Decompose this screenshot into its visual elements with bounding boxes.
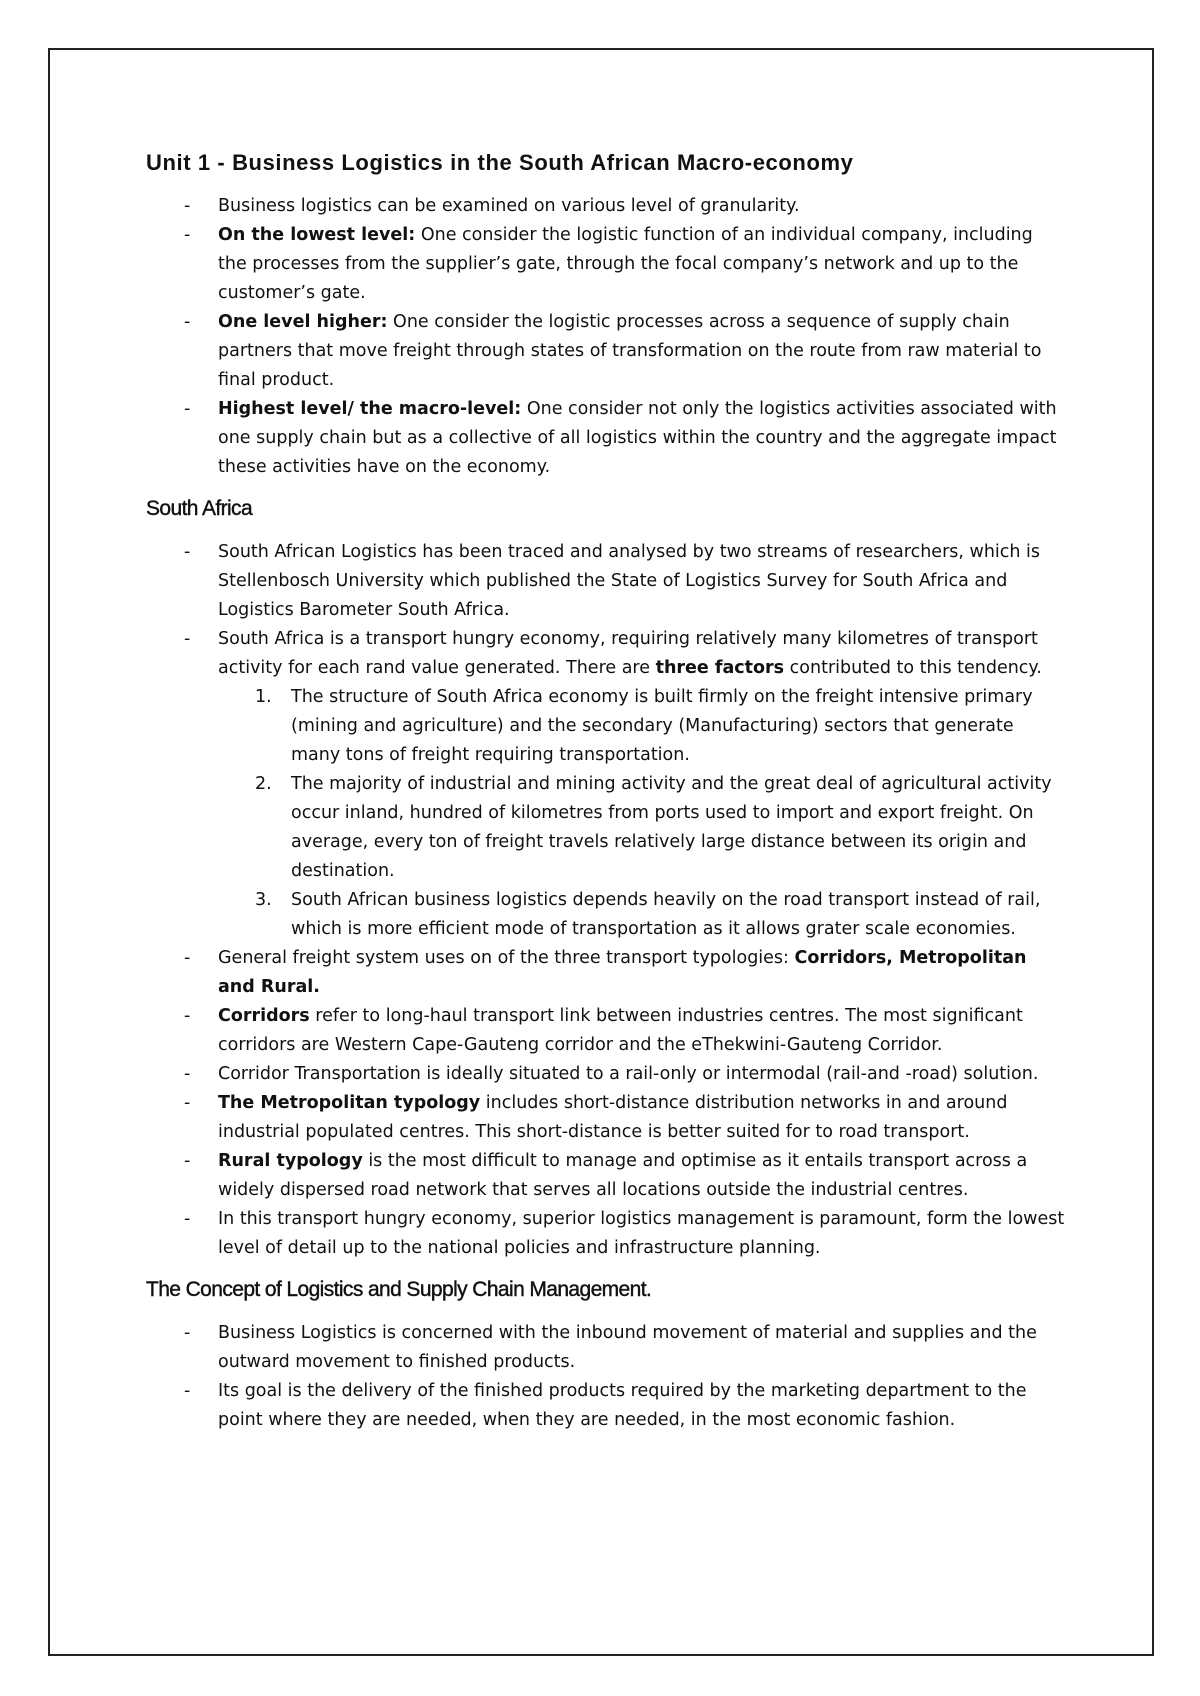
intro-list	[146, 192, 1066, 482]
list-item: - On the lowest level: One consider the logistic function of an individual company, including the processes from the supplier’s gate, through the focal company’s network and up to the customer’s gate.	[146, 221, 1066, 308]
document-body	[146, 148, 1066, 1435]
list-item: - Business Logistics is concerned with the inbound movement of material and supplies and the outward movement to finished products.	[146, 1319, 1066, 1377]
list-item: - One level higher: One consider the logistic processes across a sequence of supply chain partners that move freight through states of transformation on the route from raw material to final product.	[146, 308, 1066, 395]
list-item: - General freight system uses on of the three transport typologies: Corridors, Metropolitan and Rural.	[146, 944, 1066, 1002]
section-heading-concept: The Concept of Logistics and Supply Chain Management.	[146, 1278, 652, 1301]
list-item: - The Metropolitan typology includes short-distance distribution networks in and around industrial populated centres. This short-distance is better suited for to road transport.	[146, 1089, 1066, 1147]
list-item: - South Africa is a transport hungry economy, requiring relatively many kilometres of transport activity for each rand value generated. There are three factors contributed to this tendency. 1. The structure of South Africa economy is built firmly on the freight intensive primary (mining and agriculture) and the secondary (Manufacturing) sectors that generate many tons of freight requiring transportation. 2. The majority of industrial and mining activity and the great deal of agricultural activity occur inland, hundred of kilometres from ports used to import and export freight. On average, every ton of freight travels relatively large distance between its origin and destination. 3. South African business logistics depends heavily on the road transport instead of rail, which is more efficient mode of transportation as it allows grater scale economies.	[146, 625, 1066, 944]
list-item: - Rural typology is the most difficult to manage and optimise as it entails transport across a widely dispersed road network that serves all locations outside the industrial centres.	[146, 1147, 1066, 1205]
factors-list	[218, 683, 1066, 944]
list-item: - South African Logistics has been traced and analysed by two streams of researchers, which is Stellenbosch University which published the State of Logistics Survey for South Africa and Logistics Barometer South Africa.	[146, 538, 1066, 625]
list-item: - Corridors refer to long-haul transport link between industries centres. The most significant corridors are Western Cape-Gauteng corridor and the eThekwini-Gauteng Corridor.	[146, 1002, 1066, 1060]
numbered-item: 1. The structure of South Africa economy is built firmly on the freight intensive primary (mining and agriculture) and the secondary (Manufacturing) sectors that generate many tons of freight requiring transportation.	[255, 687, 1033, 765]
numbered-item: 2. The majority of industrial and mining activity and the great deal of agricultural activity occur inland, hundred of kilometres from ports used to import and export freight. On average, every ton of freight travels relatively large distance between its origin and destination.	[255, 774, 1052, 881]
section-heading-south-africa: South Africa	[146, 497, 253, 520]
list-item: - Highest level/ the macro-level: One consider not only the logistics activities associated with one supply chain but as a collective of all logistics within the country and the aggregate impact these activities have on the economy.	[146, 395, 1066, 482]
list-item: - In this transport hungry economy, superior logistics management is paramount, form the lowest level of detail up to the national policies and infrastructure planning.	[146, 1205, 1066, 1263]
south-africa-list	[146, 538, 1066, 1263]
list-item: - Corridor Transportation is ideally situated to a rail-only or intermodal (rail-and -road) solution.	[146, 1060, 1066, 1089]
page-title: Unit 1 - Business Logistics in the South African Macro-economy	[146, 150, 854, 175]
concept-list	[146, 1319, 1066, 1435]
numbered-item: 3. South African business logistics depends heavily on the road transport instead of rail, which is more efficient mode of transportation as it allows grater scale economies.	[255, 890, 1041, 939]
list-item: - Business logistics can be examined on various level of granularity.	[146, 192, 1066, 221]
list-item: - Its goal is the delivery of the finished products required by the marketing department to the point where they are needed, when they are needed, in the most economic fashion.	[146, 1377, 1066, 1435]
